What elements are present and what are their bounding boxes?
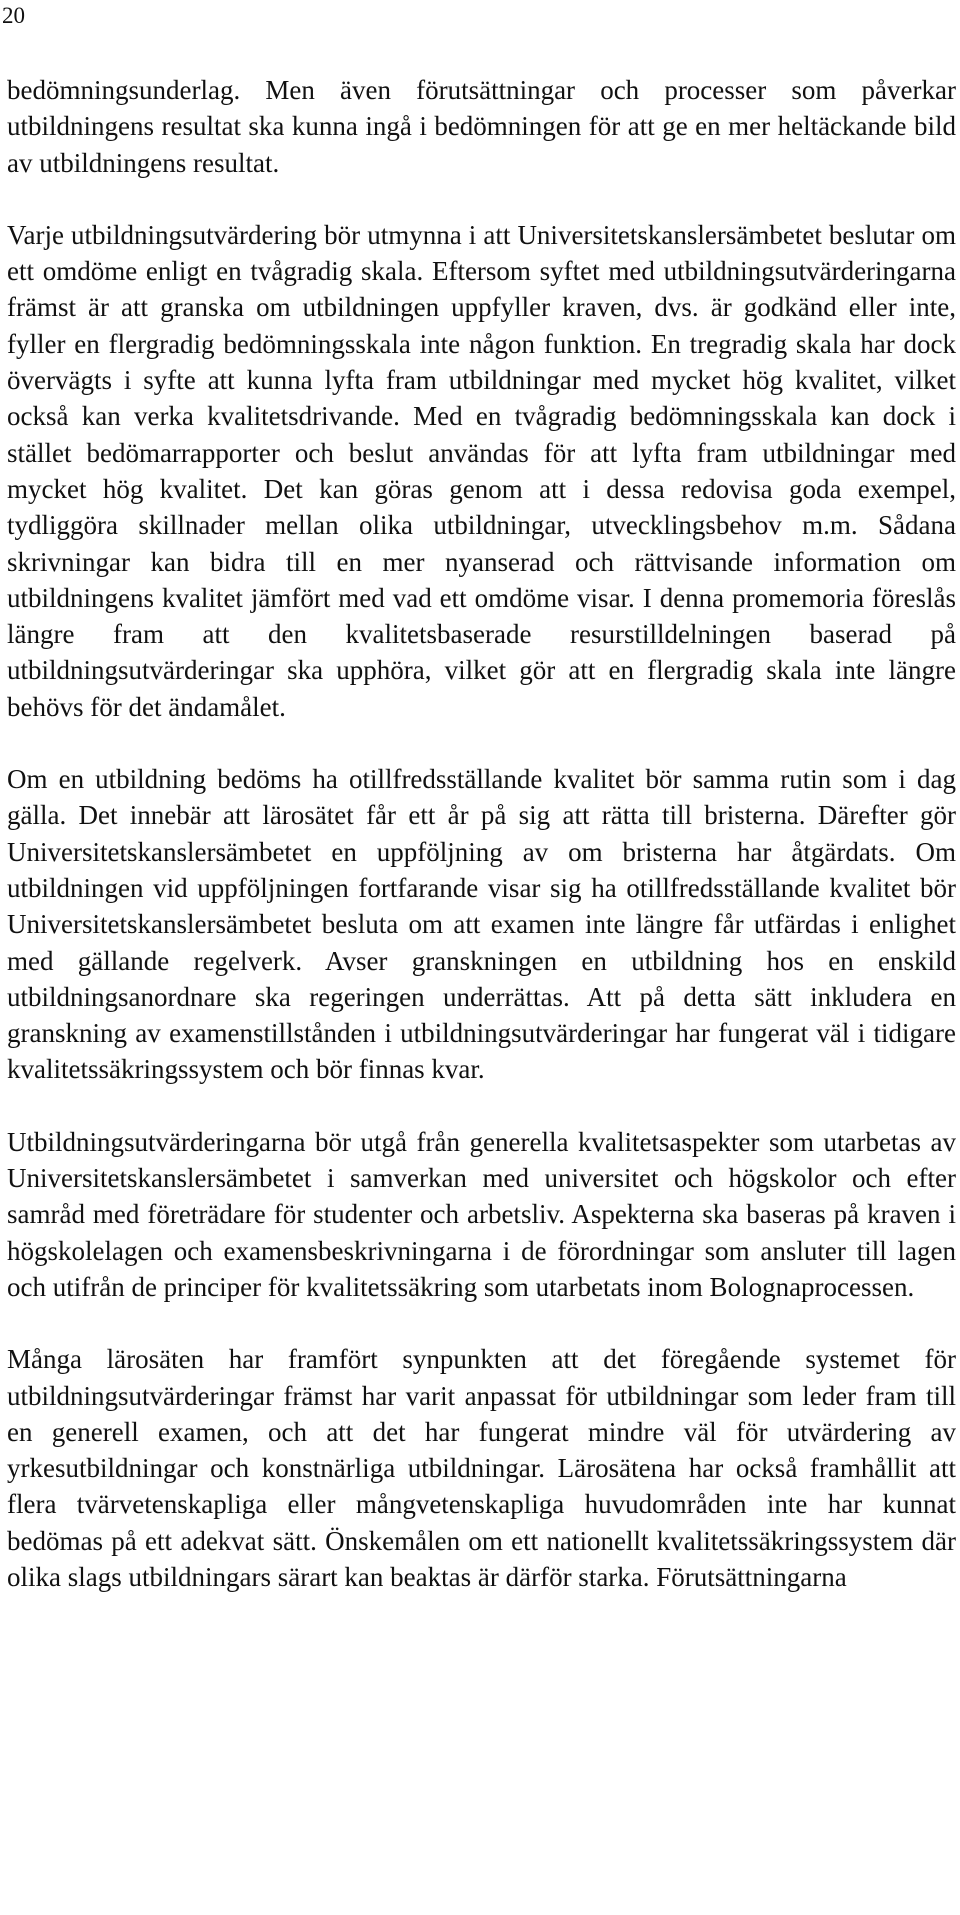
paragraph: Om en utbildning bedöms ha otillfredsställande kvalitet bör samma rutin som i dag gälla. Det innebär att lärosätet får ett år på sig att rätta till bristerna. Därefter gör Universitetskanslersämbetet en uppföljning av om bristerna har åtgärdats. Om utbildningen vid uppföljningen fortfarande visar sig ha otillfredsställande kvalitet bör Universitetskanslersämbetet besluta om att examen inte längre får utfärdas i enlighet med gällande regelverk. Avser granskningen en utbildning hos en enskild utbildningsanordnare ska regeringen underrättas. Att på detta sätt inkludera en granskning av examenstillstånden i utbildningsutvärderingar har fungerat väl i tidigare kvalitetssäkringssystem och bör finnas kvar. <box>7 764 956 1085</box>
body-text <box>7 72 956 1631</box>
paragraph: bedömningsunderlag. Men även förutsättningar och processer som påverkar utbildningens resultat ska kunna ingå i bedömningen för att ge en mer heltäckande bild av utbildningens resultat. <box>7 75 956 178</box>
paragraph: Utbildningsutvärderingarna bör utgå från generella kvalitetsaspekter som utarbetas av Universitetskanslersämbetet i samverkan med universitet och högskolor och efter samråd med företrädare för studenter och arbetsliv. Aspekterna ska baseras på kraven i högskolelagen och examensbeskrivningarna i de förordningar som ansluter till lagen och utifrån de principer för kvalitetssäkring som utarbetats inom Bolognaprocessen. <box>7 1126 956 1302</box>
page-number: 20 <box>2 3 25 28</box>
paragraph: Många lärosäten har framfört synpunkten att det föregående systemet för utbildningsutvärderingar främst har varit anpassat för utbildningar som leder fram till en generell examen, och att det har fungerat mindre väl för utvärdering av yrkesutbildningar och konstnärliga utbildningar. Lärosätena har också framhållit att flera tvärvetenskapliga eller mångvetenskapliga huvudområden inte har kunnat bedömas på ett adekvat sätt. Önskemålen om ett nationellt kvalitetssäkringssystem där olika slags utbildningars särart kan beaktas är därför starka. Förutsättningarna <box>7 1344 956 1592</box>
paragraph: Varje utbildningsutvärdering bör utmynna i att Universitetskanslersämbetet beslutar om ett omdöme enligt en tvågradig skala. Eftersom syftet med utbildningsutvärderingarna främst är att granska om utbildningen uppfyller kraven, dvs. är godkänd eller inte, fyller en flergradig bedömningsskala inte någon funktion. En tregradig skala har dock övervägts i syfte att kunna lyfta fram utbildningar med mycket hög kvalitet, vilket också kan verka kvalitetsdrivande. Med en tvågradig bedömningsskala kan dock i stället bedömarrapporter och beslut användas för att lyfta fram utbildningar med mycket hög kvalitet. Det kan göras genom att i dessa redovisa goda exempel, tydliggöra skillnader mellan olika utbildningar, utvecklingsbehov m.m. Sådana skrivningar kan bidra till en mer nyanserad och rättvisande information om utbildningens kvalitet jämfört med vad ett omdöme visar. I denna promemoria föreslås längre fram att den kvalitetsbaserade resurstilldelningen baserad på utbildningsutvärderingar ska upphöra, vilket gör att en flergradig skala inte längre behövs för det ändamålet. <box>7 219 956 722</box>
